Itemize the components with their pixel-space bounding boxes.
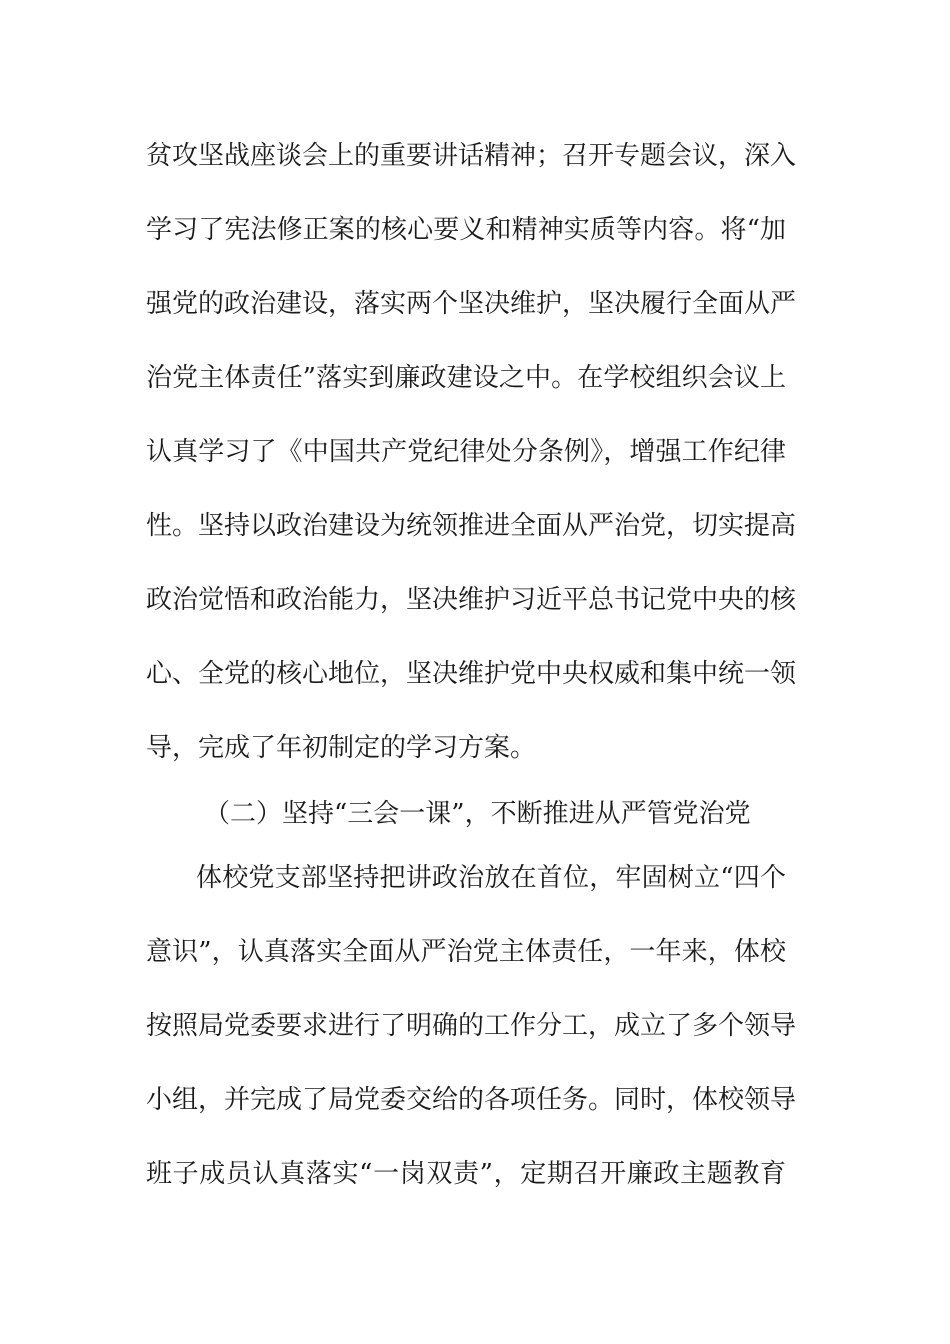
section-heading: （二）坚持“三会一课”，不断推进从严管党治党 [204, 799, 751, 829]
body-text-line: 学习了宪法修正案的核心要义和精神实质等内容。将“加 [146, 215, 786, 245]
body-text-line: 体校党支部坚持把讲政治放在首位，牢固树立“四个 [196, 863, 786, 893]
body-text-line: 按照局党委要求进行了明确的工作分工，成立了多个领导 [146, 1011, 797, 1041]
body-text-line: 心、全党的核心地位，坚决维护党中央权威和集中统一领 [146, 659, 797, 689]
body-text-line: 治党主体责任”落实到廉政建设之中。在学校组织会议上 [146, 363, 786, 393]
body-text-line: 认真学习了《中国共产党纪律处分条例》，增强工作纪律 [146, 437, 786, 467]
body-text-line: 意识”，认真落实全面从严治党主体责任，一年来，体校 [146, 937, 786, 967]
body-text-line: 强党的政治建设，落实两个坚决维护，坚决履行全面从严 [146, 289, 797, 319]
body-text-line: 贫攻坚战座谈会上的重要讲话精神；召开专题会议，深入 [146, 141, 797, 171]
body-text-line: 导，完成了年初制定的学习方案。 [146, 733, 537, 763]
body-text-line: 性。坚持以政治建设为统领推进全面从严治党，切实提高 [146, 511, 797, 541]
body-text-line: 小组，并完成了局党委交给的各项任务。同时，体校领导 [146, 1085, 797, 1115]
body-text-line: 政治觉悟和政治能力，坚决维护习近平总书记党中央的核 [146, 585, 797, 615]
body-text-line: 班子成员认真落实“一岗双责”，定期召开廉政主题教育 [146, 1159, 786, 1189]
